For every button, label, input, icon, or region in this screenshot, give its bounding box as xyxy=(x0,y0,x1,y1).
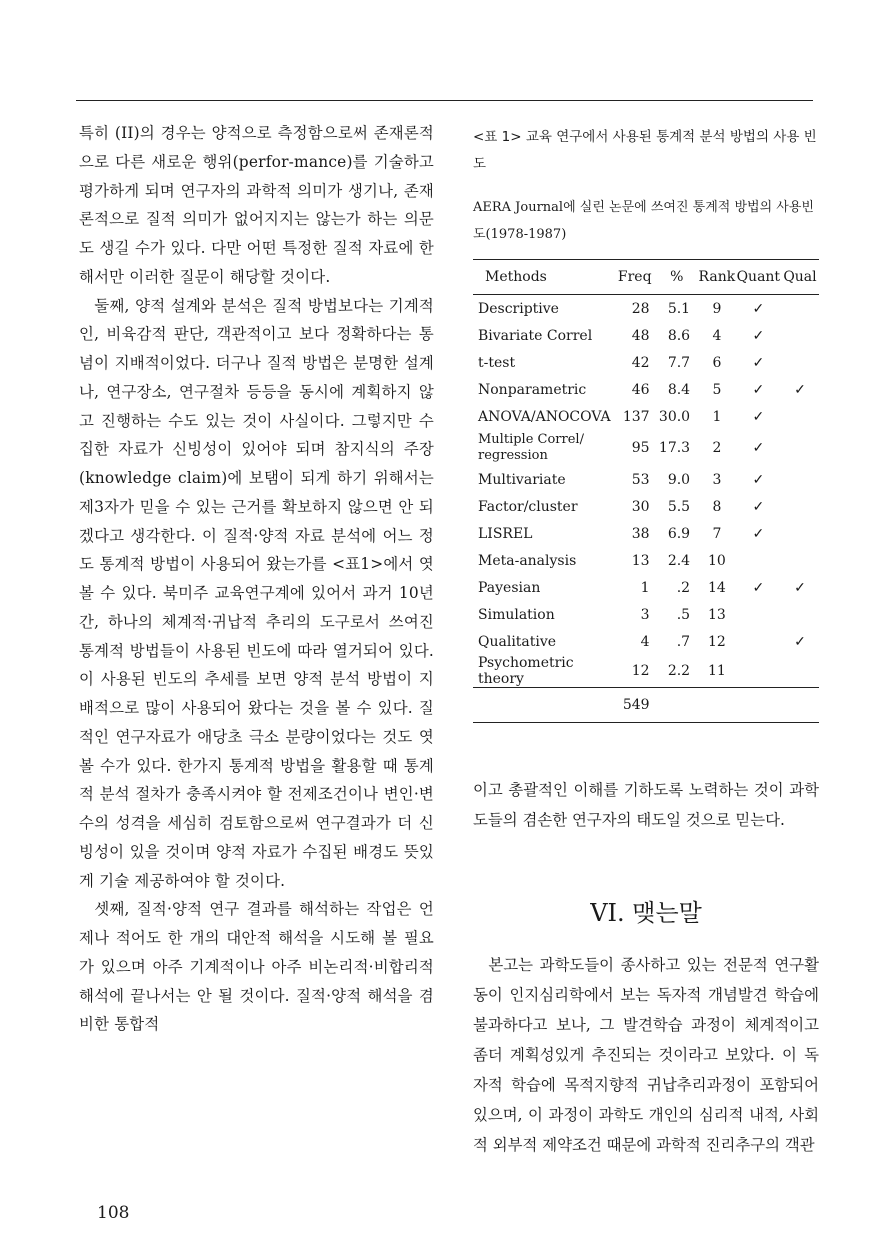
row-quant-check xyxy=(736,547,781,574)
row-freq: 48 xyxy=(631,327,650,344)
header-quant: Quant xyxy=(736,260,781,295)
row-qual-check xyxy=(781,466,819,493)
row-method: Qualitative xyxy=(478,633,557,650)
table-header-row xyxy=(473,260,819,295)
total-freq: 549 xyxy=(611,688,656,723)
header-methods: Methods xyxy=(473,260,611,295)
row-rank: 4 xyxy=(712,327,722,344)
row-freq: 42 xyxy=(631,354,650,371)
after-table-paragraph: 이고 총괄적인 이해를 기하도록 노력하는 것이 과학도들의 겸손한 연구자의 태도일 것으로 믿는다. xyxy=(473,781,819,829)
row-pct: 2.2 xyxy=(667,663,691,679)
row-qual-check xyxy=(781,655,819,688)
row-qual-check xyxy=(781,403,819,430)
conclusion-paragraph: 본고는 과학도들이 종사하고 있는 전문적 연구활동이 인지심리학에서 보는 독자적 개념발견 학습에 불과하다고 보나, 그 발견학습 과정이 체계적이고 좀더 계획성있게 추진되는 것이라고 보았다. 이 독자적 학습에 목적지향적 귀납추리과정이 포함되어 있으며, 이 과정이 과학도 개인의 심리적 내적, 사회적 외부적 제약조건 때문에 과학적 진리추구의 객관 xyxy=(473,956,819,1154)
table-row xyxy=(473,601,819,628)
after-table-text xyxy=(473,775,819,835)
conclusion-section xyxy=(473,950,819,1160)
row-quant-check: ✓ xyxy=(752,525,765,542)
row-rank: 8 xyxy=(712,498,722,515)
table-row xyxy=(473,547,819,574)
row-quant-check: ✓ xyxy=(752,354,765,371)
header-qual: Qual xyxy=(781,260,819,295)
row-rank: 13 xyxy=(707,606,726,623)
row-qual-check xyxy=(781,295,819,323)
row-method: Meta-analysis xyxy=(478,552,577,569)
row-method: Simulation xyxy=(478,606,555,623)
row-quant-check: ✓ xyxy=(752,579,765,596)
row-qual-check: ✓ xyxy=(794,633,806,650)
row-pct: .7 xyxy=(676,633,691,650)
section-heading: VI. 맺는말 xyxy=(590,899,702,927)
table-row xyxy=(473,466,819,493)
header-freq: Freq xyxy=(611,260,656,295)
row-method: Factor/cluster xyxy=(478,498,578,515)
row-pct: 5.1 xyxy=(667,300,691,317)
table-row xyxy=(473,322,819,349)
row-quant-check: ✓ xyxy=(752,300,765,317)
row-freq: 137 xyxy=(622,408,650,425)
row-pct: 9.0 xyxy=(667,471,691,488)
row-freq: 53 xyxy=(631,471,650,488)
row-quant-check: ✓ xyxy=(752,440,765,456)
table-row xyxy=(473,403,819,430)
row-method: t-test xyxy=(478,354,516,371)
row-pct: 6.9 xyxy=(667,525,691,542)
row-quant-check xyxy=(736,628,781,655)
row-pct: 8.6 xyxy=(667,327,691,344)
stats-methods-table xyxy=(473,259,819,723)
table-caption: <표 1> 교육 연구에서 사용된 통계적 분석 방법의 사용 빈도 xyxy=(473,129,817,172)
row-quant-check: ✓ xyxy=(752,381,765,398)
row-quant-check xyxy=(736,655,781,688)
row-qual-check xyxy=(781,349,819,376)
row-rank: 5 xyxy=(712,381,722,398)
row-qual-check xyxy=(781,493,819,520)
row-qual-check xyxy=(781,601,819,628)
page-number: 108 xyxy=(97,1203,130,1223)
table-row xyxy=(473,574,819,601)
row-rank: 6 xyxy=(712,354,722,371)
row-qual-check: ✓ xyxy=(794,579,806,596)
table-row xyxy=(473,295,819,323)
paragraph-2: 둘째, 양적 설계와 분석은 질적 방법보다는 기계적인, 비육감적 판단, 객관적이고 보다 정확하다는 통념이 지배적이었다. 더구나 질적 방법은 분명한 설계나, 연구장소, 연구절차 등등을 동시에 계획하지 않고 진행하는 수도 있는 것이 사실이다. 그렇지만 수집한 자료가 신빙성이 있어야 되며 참지식의 주장(knowledge claim)에 보탬이 되게 하기 위해서는 제3자가 믿을 수 있는 근거를 확보하지 않으면 안 되겠다고 생각한다. 이 질적·양적 자료 분석에 어느 정도 통계적 방법이 사용되어 왔는가를 <표1>에서 엿볼 수 있다. 북미주 교육연구계에 있어서 과거 10년간, 하나의 체계적·귀납적 추리의 도구로서 쓰여진 통계적 방법들이 사용된 빈도에 따라 열거되어 있다. 이 사용된 빈도의 추세를 보면 양적 분석 방법이 지배적으로 많이 사용되어 왔다는 것을 볼 수 있다. 질적인 연구자료가 애당초 극소 분량이었다는 것도 엿볼 수가 있다. 한가지 통계적 방법을 활용할 때 통계적 분석 절차가 충족시켜야 할 전제조건이나 변인·변수의 성격을 세심히 검토함으로써 연구결과가 더 신빙성이 있을 것이며 양적 자료가 수집된 배경도 뜻있게 기술 제공하여야 할 것이다. xyxy=(79,296,434,890)
row-quant-check: ✓ xyxy=(752,498,765,515)
row-freq: 13 xyxy=(631,552,650,569)
row-rank: 12 xyxy=(707,633,726,650)
row-rank: 11 xyxy=(707,663,726,679)
row-qual-check xyxy=(781,520,819,547)
row-freq: 95 xyxy=(631,440,650,456)
row-method: Payesian xyxy=(478,579,541,596)
row-rank: 2 xyxy=(712,440,722,456)
table-row xyxy=(473,628,819,655)
row-quant-check: ✓ xyxy=(752,327,765,344)
row-freq: 46 xyxy=(631,381,650,398)
row-pct: 5.5 xyxy=(667,498,691,515)
row-pct: 8.4 xyxy=(667,381,691,398)
row-rank: 1 xyxy=(712,408,722,425)
row-pct: 30.0 xyxy=(658,408,691,425)
row-method: Multivariate xyxy=(478,471,566,488)
row-pct: 7.7 xyxy=(667,354,691,371)
row-method: Psychometric theory xyxy=(478,655,574,687)
row-method: Bivariate Correl xyxy=(478,327,593,344)
table-row xyxy=(473,349,819,376)
table-row xyxy=(473,376,819,403)
header-pct: % xyxy=(656,260,699,295)
row-rank: 9 xyxy=(712,300,722,317)
table-subcaption: AERA Journal에 실린 논문에 쓰여진 통계적 방법의 사용빈도(1978-1987) xyxy=(473,200,814,242)
row-qual-check xyxy=(781,547,819,574)
row-qual-check xyxy=(781,322,819,349)
header-rank: Rank xyxy=(698,260,736,295)
row-method: Nonparametric xyxy=(478,381,587,398)
row-pct: .5 xyxy=(676,606,691,623)
row-freq: 30 xyxy=(631,498,650,515)
paragraph-3: 셋째, 질적·양적 연구 결과를 해석하는 작업은 언제나 적어도 한 개의 대안적 해석을 시도해 볼 필요가 있으며 아주 기계적이나 아주 비논리적·비합리적 해석에 끝나서는 안 될 것이다. 질적·양적 해석을 겸비한 통합적 xyxy=(79,900,434,1034)
row-freq: 3 xyxy=(640,606,650,623)
row-freq: 38 xyxy=(631,525,650,542)
row-freq: 28 xyxy=(631,300,650,317)
row-quant-check: ✓ xyxy=(752,408,765,425)
table-row xyxy=(473,430,819,466)
row-freq: 12 xyxy=(631,663,650,679)
header-rule xyxy=(76,100,813,101)
row-method: ANOVA/ANOCOVA xyxy=(478,408,611,425)
row-pct: 2.4 xyxy=(667,552,691,569)
row-quant-check xyxy=(736,601,781,628)
row-rank: 3 xyxy=(712,471,722,488)
row-freq: 4 xyxy=(640,633,650,650)
row-qual-check xyxy=(781,430,819,466)
row-method: LISREL xyxy=(478,525,533,542)
row-qual-check: ✓ xyxy=(794,381,806,398)
row-pct: 17.3 xyxy=(658,440,691,456)
paragraph-1: 특히 (II)의 경우는 양적으로 측정함으로써 존재론적으로 다른 새로운 행위(perfor-mance)를 기술하고 평가하게 되며 연구자의 과학적 의미가 생기나, 존재론적으로 질적 의미가 없어지지는 않는가 하는 의문도 생길 수가 있다. 다만 어떤 특정한 질적 자료에 한해서만 이러한 질문이 해당할 것이다. xyxy=(79,124,434,286)
row-rank: 14 xyxy=(707,579,726,596)
table-row xyxy=(473,493,819,520)
table-total-row xyxy=(473,688,819,723)
row-quant-check: ✓ xyxy=(752,471,765,488)
row-rank: 7 xyxy=(712,525,722,542)
row-freq: 1 xyxy=(640,579,650,596)
row-rank: 10 xyxy=(707,552,726,569)
row-method: Multiple Correl/ regression xyxy=(478,432,584,463)
table-row xyxy=(473,520,819,547)
row-method: Descriptive xyxy=(478,300,559,317)
row-pct: .2 xyxy=(676,579,691,596)
left-column xyxy=(79,119,434,1039)
table-row xyxy=(473,655,819,688)
